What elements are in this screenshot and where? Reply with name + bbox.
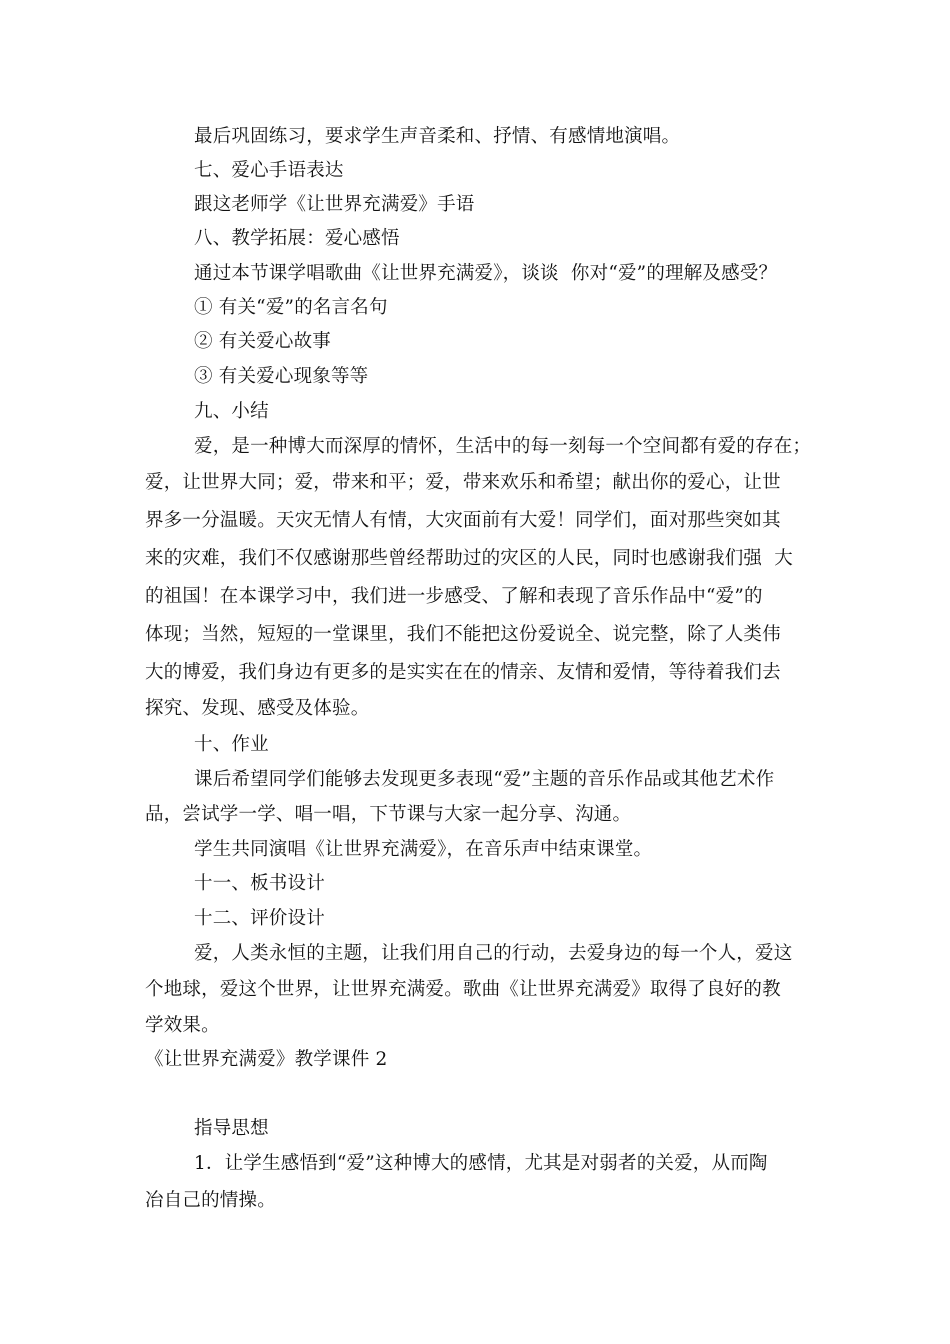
text-line: 的祖国！在本课学习中，我们进一步感受、了解和表现了音乐作品中“爱”的 [145, 586, 763, 607]
list-item: ① 有关“爱”的名言名句 [194, 297, 388, 318]
section-heading: 十、作业 [194, 734, 269, 755]
text-line: 跟这老师学《让世界充满爱》手语 [194, 194, 475, 215]
list-item: ② 有关爱心故事 [194, 331, 331, 352]
text-line: 课后希望同学们能够去发现更多表现“爱”主题的音乐作品或其他艺术作 [194, 769, 775, 790]
text-line: 来的灾难，我们不仅感谢那些曾经帮助过的灾区的人民，同时也感谢我们强 大 [145, 548, 793, 569]
section-heading: 指导思想 [194, 1118, 269, 1139]
text-line: 大的博爱，我们身边有更多的是实实在在的情亲、友情和爱情，等待着我们去 [145, 662, 781, 683]
text-line: 最后巩固练习，要求学生声音柔和、抒情、有感情地演唱。 [194, 126, 681, 147]
section-heading: 九、小结 [194, 401, 269, 422]
text-line: 个地球，爱这个世界，让世界充满爱。歌曲《让世界充满爱》取得了良好的教 [145, 979, 781, 1000]
text-line: 通过本节课学唱歌曲《让世界充满爱》，谈谈 你对“爱”的理解及感受？ [194, 263, 778, 284]
text-line: 学生共同演唱《让世界充满爱》，在音乐声中结束课堂。 [194, 839, 653, 860]
text-line: 探究、发现、感受及体验。 [145, 698, 370, 719]
text-line: 爱，人类永恒的主题，让我们用自己的行动，去爱身边的每一个人，爱这 [194, 943, 793, 964]
list-item: ③ 有关爱心现象等等 [194, 366, 369, 387]
text-line: 体现；当然，短短的一堂课里，我们不能把这份爱说全、说完整，除了人类伟 [145, 624, 781, 645]
section-heading: 七、爱心手语表达 [194, 160, 344, 181]
text-line: 爱，让世界大同；爱，带来和平；爱，带来欢乐和希望；献出你的爱心，让世 [145, 472, 781, 493]
text-line: 冶自己的情操。 [145, 1190, 276, 1211]
text-line: 品，尝试学一学、唱一唱，下节课与大家一起分享、沟通。 [145, 804, 632, 825]
section-heading: 十二、评价设计 [194, 908, 325, 929]
section-heading: 十一、板书设计 [194, 873, 325, 894]
text-line: 界多一分温暖。天灾无情人有情，大灾面前有大爱！同学们，面对那些突如其 [145, 510, 781, 531]
text-line: 学效果。 [145, 1015, 220, 1036]
text-line: 1．让学生感悟到“爱”这种博大的感情，尤其是对弱者的关爱，从而陶 [194, 1153, 768, 1174]
text-line: 爱，是一种博大而深厚的情怀，生活中的每一刻每一个空间都有爱的存在； [194, 436, 812, 457]
section-heading: 八、教学拓展：爱心感悟 [194, 228, 400, 249]
document-title: 《让世界充满爱》教学课件 2 [145, 1049, 388, 1070]
